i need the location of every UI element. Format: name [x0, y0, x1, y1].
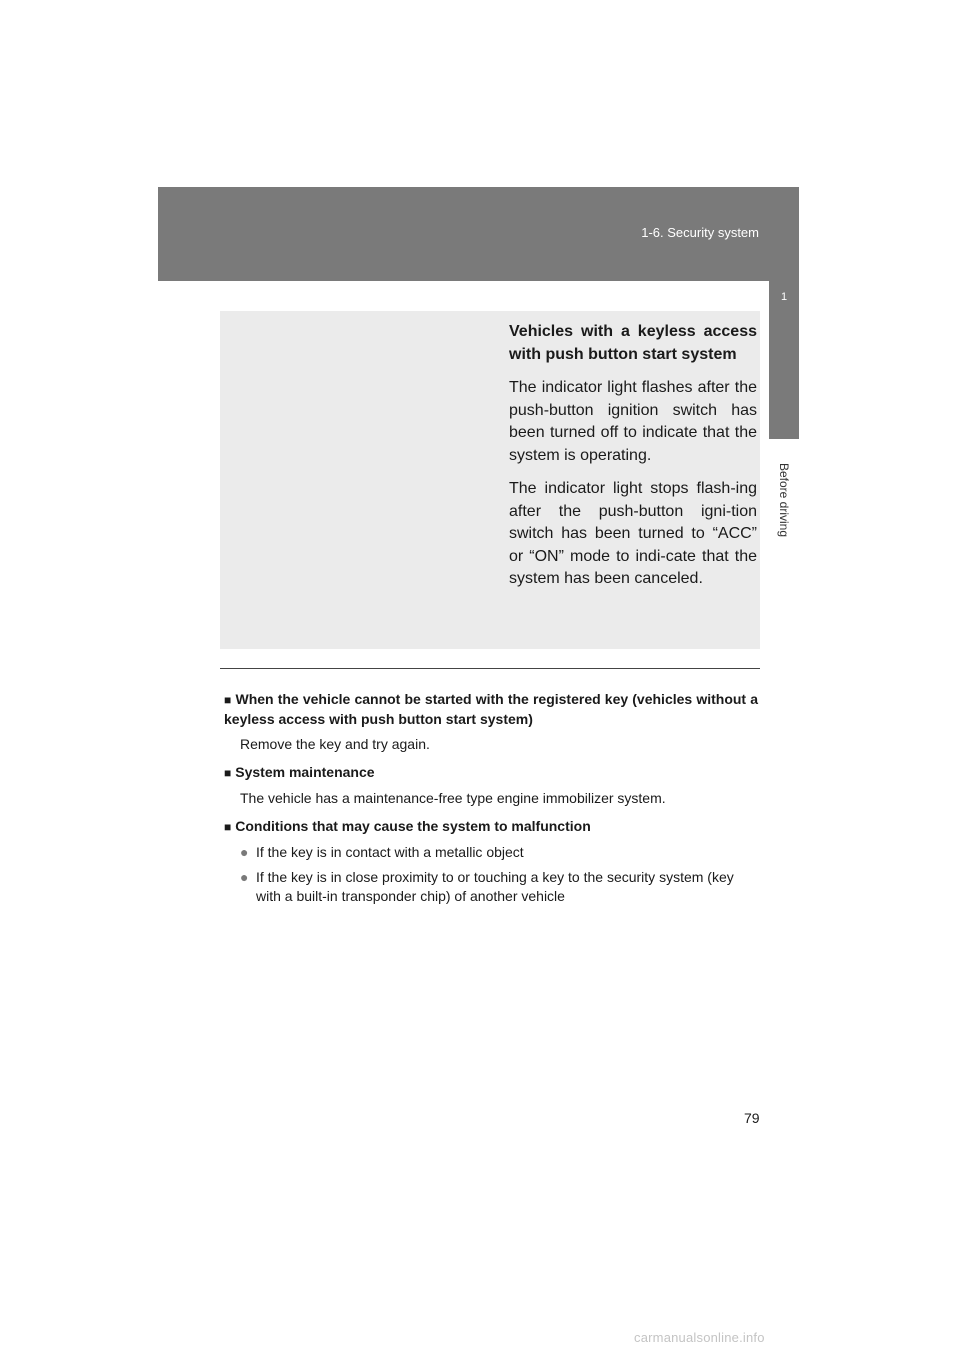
chapter-label: Before driving — [777, 462, 791, 538]
list-item — [240, 843, 758, 862]
chapter-number: 1 — [780, 291, 788, 303]
square-bullet-icon: ■ — [224, 766, 232, 780]
note-heading-1-text: When the vehicle cannot be started with the registered key (vehicles without a keyless access with push button start system) — [224, 691, 758, 727]
note-heading-2-text: System maintenance — [235, 764, 375, 780]
note-heading-1 — [224, 690, 758, 729]
info-box — [220, 311, 760, 649]
list-item-text: If the key is in contact with a metallic object — [256, 844, 524, 860]
note-heading-3 — [224, 817, 758, 837]
divider — [220, 668, 760, 669]
chapter-tab — [769, 281, 799, 439]
note-heading-3-text: Conditions that may cause the system to malfunction — [235, 818, 591, 834]
info-heading: Vehicles with a keyless access with push button start system — [509, 323, 757, 363]
page-header — [158, 187, 799, 281]
section-title: 1-6. Security system — [641, 225, 759, 240]
square-bullet-icon: ■ — [224, 820, 232, 834]
list-item — [240, 868, 758, 906]
info-text — [509, 321, 757, 602]
page-number: 79 — [744, 1110, 760, 1126]
square-bullet-icon: ■ — [224, 693, 232, 707]
notes-section — [224, 690, 758, 912]
circle-bullet-icon: ● — [240, 844, 249, 860]
info-paragraph-1: The indicator light flashes after the push-button ignition switch has been turned off to indicate that the system is operating. — [509, 379, 757, 464]
circle-bullet-icon: ● — [240, 869, 249, 885]
watermark: carmanualsonline.info — [634, 1330, 765, 1345]
note-body-1: Remove the key and try again. — [240, 736, 430, 752]
list-item-text: If the key is in close proximity to or touching a key to the security system (key with a built-in transponder chip) of another vehicle — [256, 869, 734, 904]
info-paragraph-2: The indicator light stops flash-ing after the push-button igni-tion switch has been turned to “ACC” or “ON” mode to indi-cate that the system has been canceled. — [509, 480, 757, 587]
note-body-2: The vehicle has a maintenance-free type engine immobilizer system. — [240, 790, 666, 806]
note-heading-2 — [224, 763, 758, 783]
